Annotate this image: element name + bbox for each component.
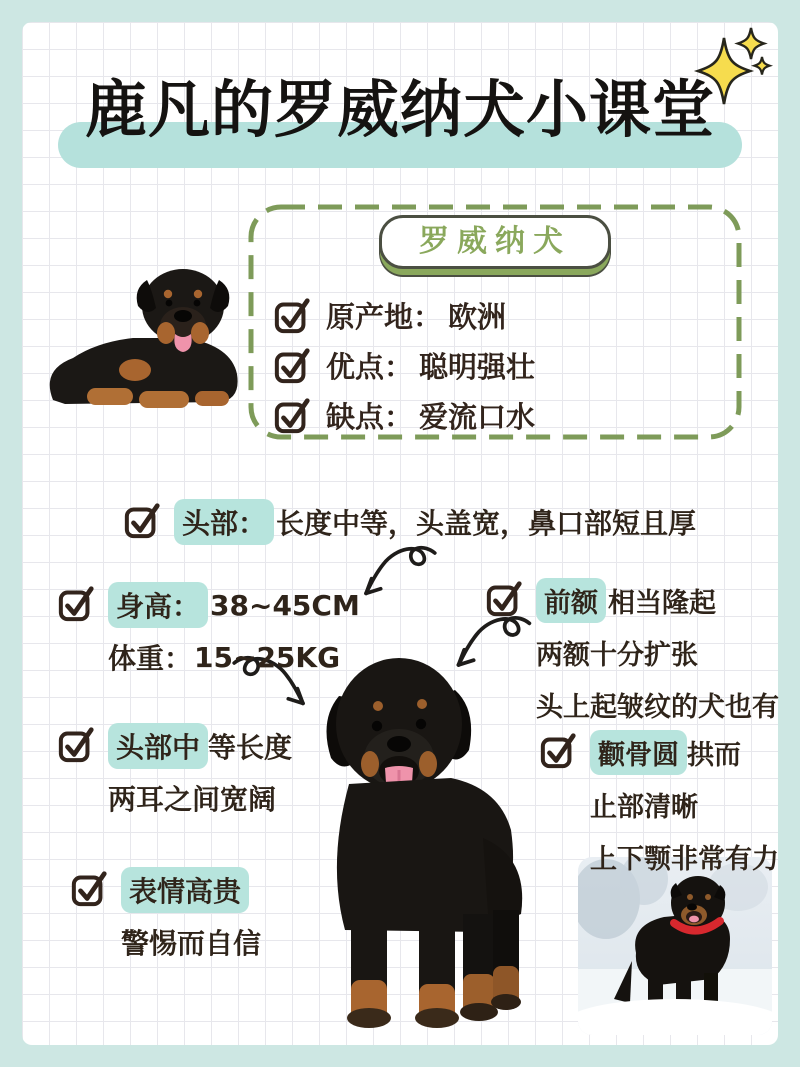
highlight-tag: 头部中 — [108, 723, 208, 769]
feature-text: 警惕而自信 — [121, 927, 262, 960]
feature-text: 两耳之间宽阔 — [108, 783, 277, 816]
feature-cheekbone — [540, 726, 779, 882]
feature-forehead — [486, 574, 779, 730]
feature-head — [124, 496, 696, 548]
checked-checkbox-icon — [58, 725, 96, 763]
item-label: 缺点： — [326, 399, 414, 434]
highlight-tag: 身高： — [108, 582, 208, 628]
sparkles-icon — [692, 24, 776, 106]
checked-checkbox-icon — [486, 579, 524, 617]
feature-text: 上下颚非常有力 — [590, 843, 779, 875]
list-item — [274, 390, 535, 440]
checked-checkbox-icon — [274, 346, 312, 384]
curly-arrow-icon — [352, 542, 447, 608]
highlight-tag: 头部： — [174, 499, 274, 545]
checked-checkbox-icon — [540, 731, 578, 769]
feature-text: 相当隆起 — [608, 587, 716, 619]
item-label: 原产地： — [326, 299, 443, 334]
checked-checkbox-icon — [124, 501, 162, 539]
list-item — [274, 290, 535, 340]
rottweiler-in-snow-photo — [578, 857, 772, 1035]
page-title: 鹿凡的罗威纳犬小课堂 — [84, 73, 715, 146]
item-label: 优点： — [326, 349, 414, 384]
feature-expression — [71, 864, 261, 968]
highlight-tag: 颧骨圆 — [590, 730, 687, 775]
card-header-pill: 罗威纳犬 — [379, 215, 611, 269]
card-checklist — [274, 290, 535, 440]
item-value: 爱流口水 — [419, 399, 536, 434]
feature-text: 等长度 — [208, 731, 293, 764]
feature-text: 拱而 — [687, 739, 741, 771]
list-item — [274, 340, 535, 390]
feature-text: 长度中等，头盖宽，鼻口部短且厚 — [276, 507, 697, 540]
feature-head-length — [58, 720, 292, 824]
weight-label: 体重： — [108, 642, 193, 675]
feature-text: 头上起皱纹的犬也有 — [536, 691, 779, 723]
feature-size — [58, 579, 360, 683]
checked-checkbox-icon — [274, 296, 312, 334]
checked-checkbox-icon — [58, 584, 96, 622]
item-value: 欧洲 — [448, 299, 507, 334]
height-value: 38~45CM — [210, 588, 360, 622]
snow-photo-art — [578, 857, 772, 1035]
highlight-tag: 表情高贵 — [121, 867, 249, 913]
highlight-tag: 前额 — [536, 578, 606, 623]
checked-checkbox-icon — [71, 869, 109, 907]
weight-value: 15~25KG — [194, 640, 341, 674]
item-value: 聪明强壮 — [419, 349, 536, 384]
feature-text: 两额十分扩张 — [536, 639, 698, 671]
checked-checkbox-icon — [274, 396, 312, 434]
feature-text: 止部清晰 — [590, 791, 698, 823]
lying-rottweiler-photo — [35, 248, 257, 420]
breed-info-card — [248, 204, 742, 440]
